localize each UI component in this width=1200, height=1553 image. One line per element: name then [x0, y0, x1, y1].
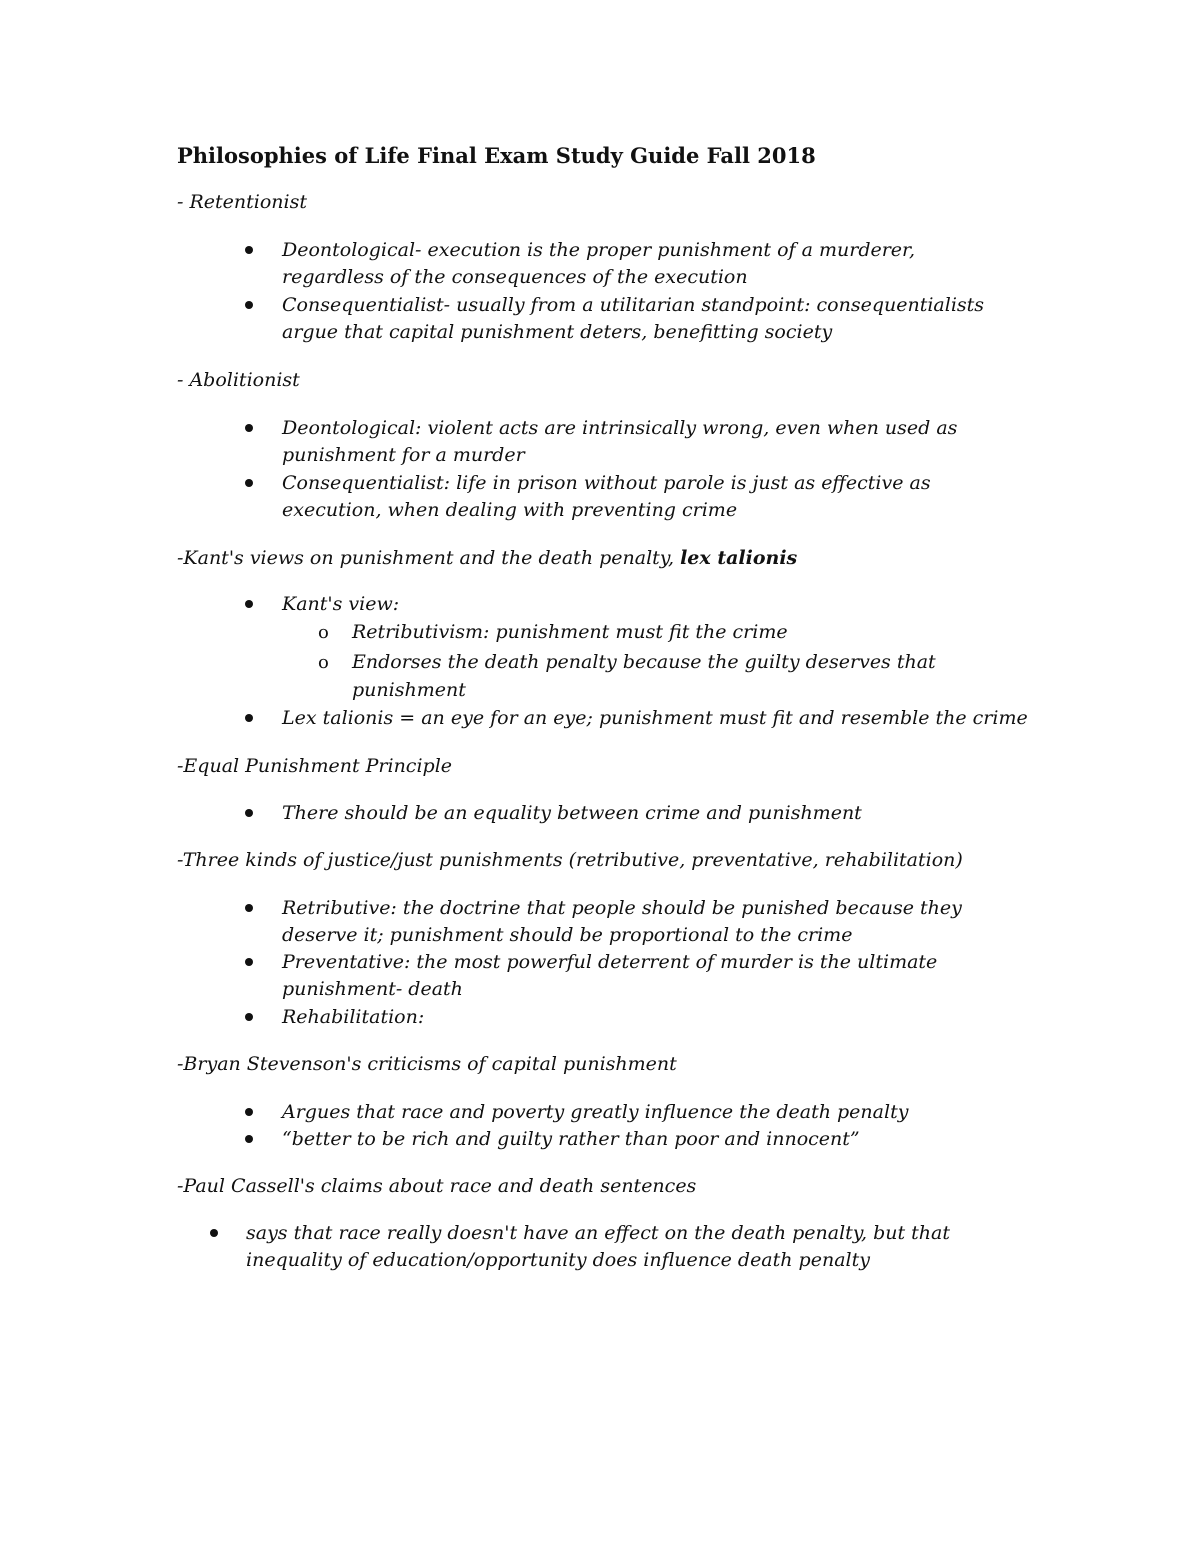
bullet-icon: [245, 246, 253, 254]
list-item-line: Consequentialist- usually from a utilitarian standpoint: consequentialists: [282, 294, 985, 316]
heading-text: -Kant's views on punishment and the death penalty,: [177, 547, 681, 569]
bullet-icon: [245, 1108, 253, 1116]
bullet-icon: [245, 958, 253, 966]
bullet-icon: [245, 301, 253, 309]
list-item-line: punishment- death: [282, 978, 463, 1000]
bullet-icon: [245, 424, 253, 432]
bullet-icon: [245, 904, 253, 912]
list-item-line: punishment for a murder: [282, 444, 525, 466]
list-item-line: deserve it; punishment should be proportional to the crime: [282, 924, 853, 946]
list-item-line: Lex talionis = an eye for an eye; punishment must fit and resemble the crime: [282, 707, 1028, 729]
section-heading-kant: [177, 545, 797, 572]
section-heading-equal-punishment: -Equal Punishment Principle: [177, 755, 453, 777]
list-item-line: Rehabilitation:: [282, 1006, 425, 1028]
list-item-line: Deontological- execution is the proper punishment of a murderer,: [282, 239, 916, 261]
circle-bullet-icon: o: [318, 652, 329, 673]
bullet-icon: [245, 809, 253, 817]
section-heading-abolitionist: - Abolitionist: [177, 369, 300, 391]
section-heading-stevenson: -Bryan Stevenson's criticisms of capital punishment: [177, 1053, 677, 1075]
list-item-line: inequality of education/opportunity does influence death penalty: [246, 1249, 870, 1271]
circle-bullet-icon: o: [318, 622, 329, 643]
section-heading-retentionist: - Retentionist: [177, 191, 307, 213]
bullet-icon: [245, 1135, 253, 1143]
bullet-icon: [245, 479, 253, 487]
list-item-line: “better to be rich and guilty rather than poor and innocent”: [282, 1128, 860, 1150]
sub-list-item-line: Endorses the death penalty because the guilty deserves that: [352, 651, 936, 673]
list-item-line: There should be an equality between crime and punishment: [282, 802, 862, 824]
list-item-line: Retributive: the doctrine that people should be punished because they: [282, 897, 962, 919]
list-item-line: Consequentialist: life in prison without parole is just as effective as: [282, 472, 931, 494]
bullet-icon: [245, 1013, 253, 1021]
bullet-icon: [245, 714, 253, 722]
list-item-line: Preventative: the most powerful deterrent of murder is the ultimate: [282, 951, 938, 973]
list-item-line: Deontological: violent acts are intrinsically wrong, even when used as: [282, 417, 958, 439]
section-heading-cassell: -Paul Cassell's claims about race and death sentences: [177, 1175, 697, 1197]
bullet-icon: [210, 1229, 218, 1237]
list-item-line: regardless of the consequences of the execution: [282, 266, 748, 288]
list-item-line: says that race really doesn't have an effect on the death penalty, but that: [246, 1222, 950, 1244]
sub-list-item-line: punishment: [352, 679, 466, 701]
sub-list-item-line: Retributivism: punishment must fit the crime: [352, 621, 788, 643]
page-title: Philosophies of Life Final Exam Study Guide Fall 2018: [177, 143, 816, 168]
bullet-icon: [245, 600, 253, 608]
heading-bold-text: lex talionis: [680, 547, 798, 569]
list-item-line: Kant's view:: [282, 593, 400, 615]
list-item-line: Argues that race and poverty greatly influence the death penalty: [282, 1101, 909, 1123]
list-item-line: execution, when dealing with preventing crime: [282, 499, 738, 521]
section-heading-justice: -Three kinds of justice/just punishments (retributive, preventative, rehabilitation): [177, 849, 963, 871]
list-item-line: argue that capital punishment deters, benefitting society: [282, 321, 833, 343]
